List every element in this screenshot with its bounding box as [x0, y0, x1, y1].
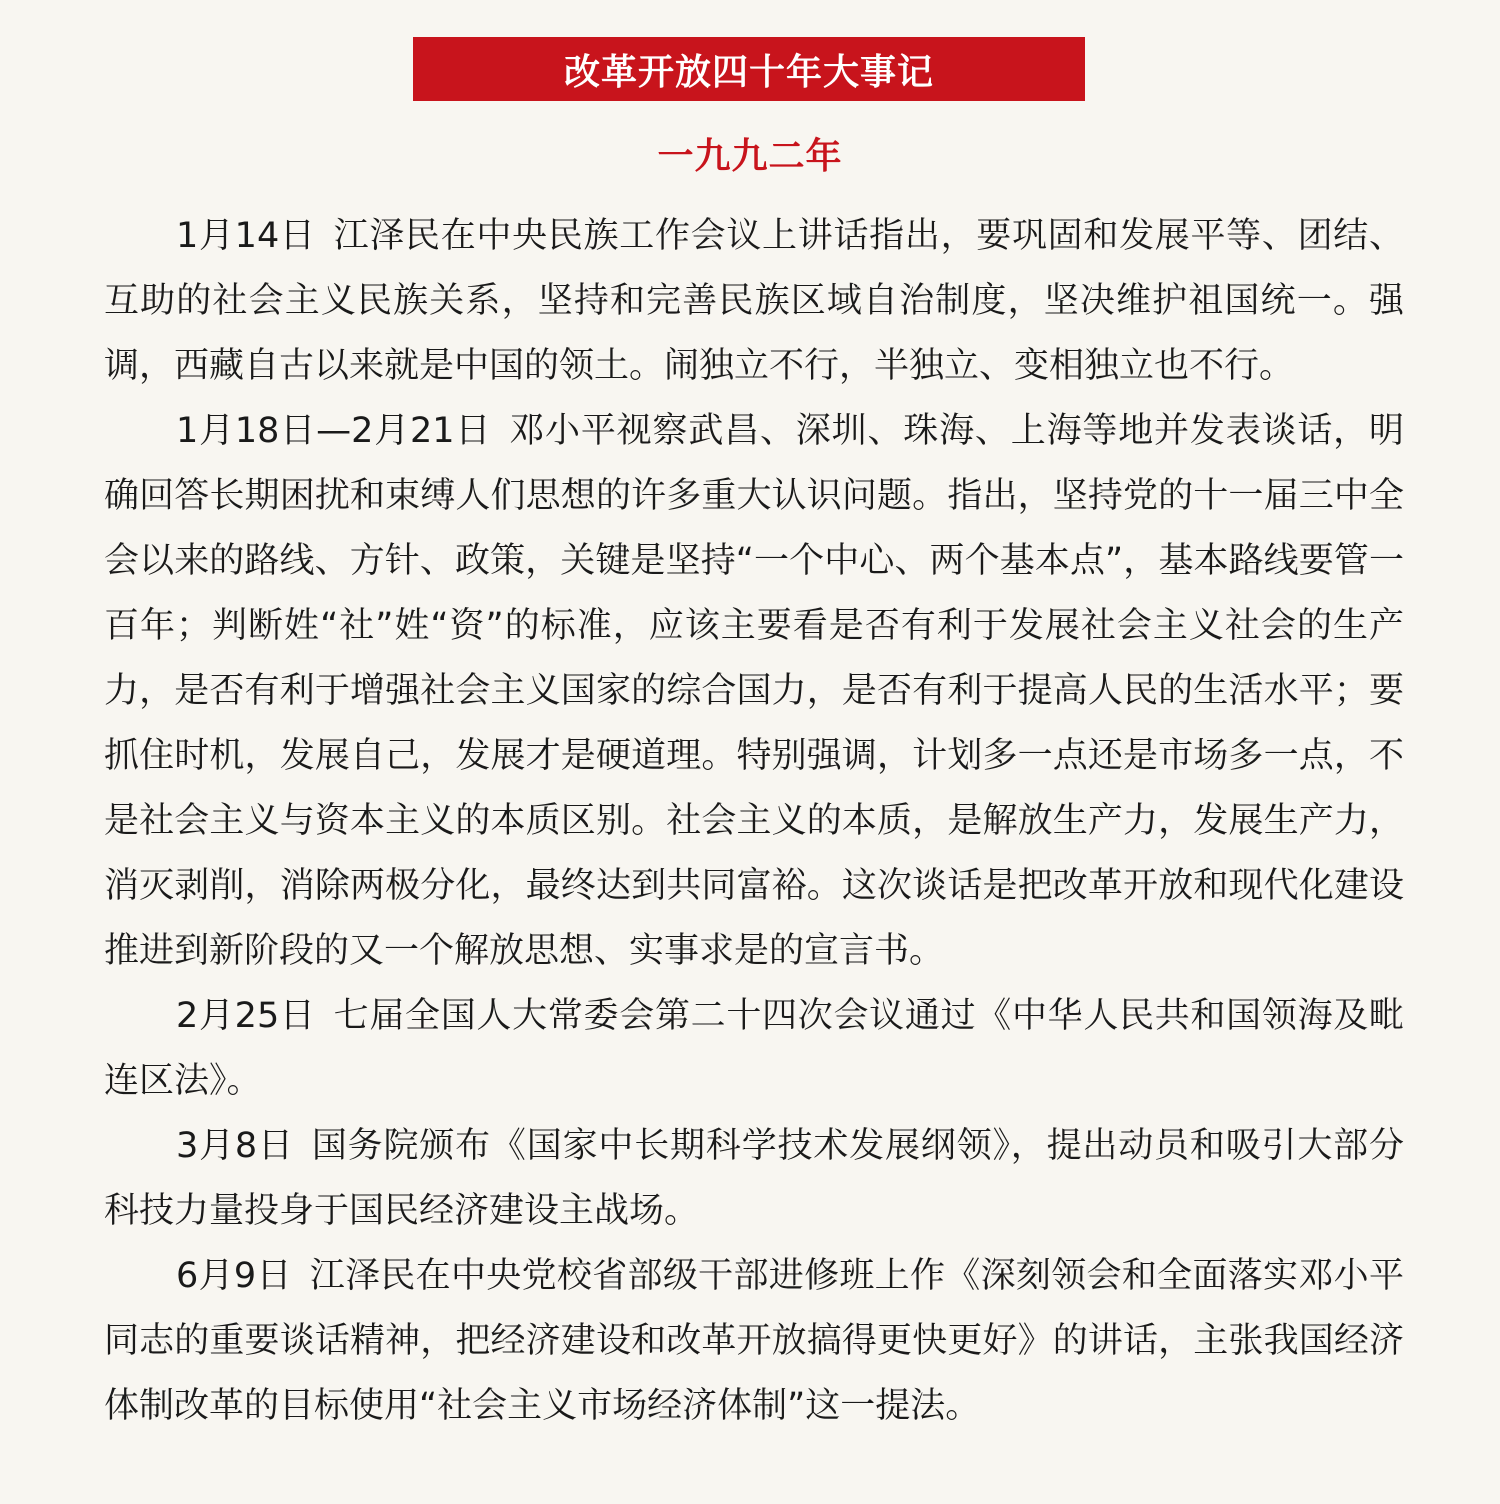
chronicle-entry — [104, 1244, 1404, 1439]
entry-text: 江泽民在中央党校省部级干部进修班上作《深刻领会和全面落实邓小平同志的重要谈话精神，把经济建设和改革开放搞得更快更好》的讲话，主张我国经济体制改革的目标使用“社会主义市场经济体制”这一提法。 — [104, 1256, 1404, 1426]
entry-text: 国务院颁布《国家中长期科学技术发展纲领》，提出动员和吸引大部分科技力量投身于国民经济建设主战场。 — [104, 1126, 1404, 1231]
chronicle-entry — [104, 204, 1404, 399]
entry-text: 七届全国人大常委会第二十四次会议通过《中华人民共和国领海及毗连区法》。 — [104, 996, 1404, 1101]
entry-date: 1月18日—2月21日 — [176, 411, 492, 451]
entry-date: 3月8日 — [176, 1126, 294, 1166]
entry-date: 1月14日 — [176, 216, 316, 256]
year-heading: 一九九二年 — [657, 136, 843, 177]
page-title: 改革开放四十年大事记 — [563, 51, 934, 93]
chronicle-content — [104, 204, 1404, 1439]
entry-date: 6月9日 — [176, 1256, 292, 1296]
chronicle-entry — [104, 399, 1404, 984]
chronicle-entry — [104, 1114, 1404, 1244]
entry-text: 邓小平视察武昌、深圳、珠海、上海等地并发表谈话，明确回答长期困扰和束缚人们思想的许多重大认识问题。指出，坚持党的十一届三中全会以来的路线、方针、政策，关键是坚持“一个中心、两个基本点”，基本路线要管一百年；判断姓“社”姓“资”的标准，应该主要看是否有利于发展社会主义社会的生产力，是否有利于增强社会主义国家的综合国力，是否有利于提高人民的生活水平；要抓住时机，发展自己，发展才是硬道理。特别强调，计划多一点还是市场多一点，不是社会主义与资本主义的本质区别。社会主义的本质，是解放生产力，发展生产力，消灭剥削，消除两极分化，最终达到共同富裕。这次谈话是把改革开放和现代化建设推进到新阶段的又一个解放思想、实事求是的宣言书。 — [104, 411, 1404, 971]
entry-text: 江泽民在中央民族工作会议上讲话指出，要巩固和发展平等、团结、互助的社会主义民族关系，坚持和完善民族区域自治制度，坚决维护祖国统一。强调，西藏自古以来就是中国的领土。闹独立不行，半独立、变相独立也不行。 — [104, 216, 1404, 386]
entry-date: 2月25日 — [176, 996, 316, 1036]
chronicle-entry — [104, 984, 1404, 1114]
title-banner — [413, 37, 1085, 101]
